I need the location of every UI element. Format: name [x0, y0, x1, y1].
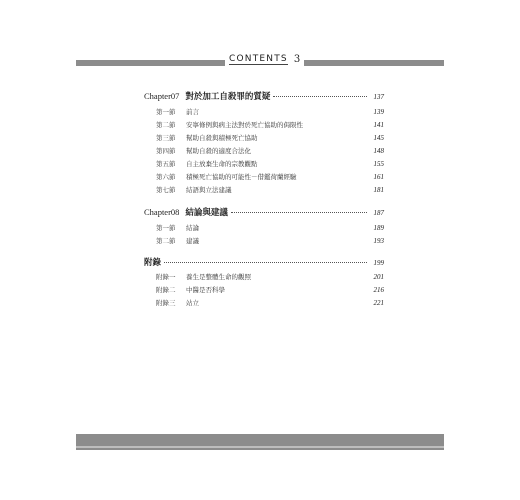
section-number: 第一節 [156, 224, 176, 232]
toc-chapter-07[interactable] [144, 90, 384, 102]
section-title: 幫助自殺的適度合法化 [186, 147, 251, 155]
section-number: 第二節 [156, 121, 176, 129]
section-title: 積極死亡協助的可能性－借鑑荷蘭經驗 [186, 173, 297, 181]
section-page: 148 [373, 147, 384, 155]
toc-section[interactable] [156, 159, 384, 171]
section-title: 前言 [186, 108, 199, 116]
chapter-number: Chapter07 [144, 91, 180, 101]
section-title: 建議 [186, 237, 199, 245]
section-page: 189 [373, 224, 384, 232]
chapter-page: 137 [373, 93, 384, 101]
footer-bar [76, 434, 444, 450]
section-title: 幫助自殺與積極死亡協助 [186, 134, 258, 142]
section-page: 193 [373, 237, 384, 245]
toc-section[interactable] [156, 223, 384, 235]
toc-appendix-item[interactable] [156, 272, 384, 284]
toc-section[interactable] [156, 133, 384, 145]
appendix-item-number: 附錄一 [156, 273, 176, 281]
contents-heading: CONTENTS [229, 53, 288, 64]
appendix-item-page: 221 [373, 299, 384, 307]
appendix-item-page: 201 [373, 273, 384, 281]
page-header [76, 52, 444, 66]
dot-leader [231, 212, 367, 213]
toc-section[interactable] [156, 107, 384, 119]
header-label [225, 52, 304, 66]
section-number: 第一節 [156, 108, 176, 116]
appendix-item-title: 站立 [186, 299, 199, 307]
section-number: 第三節 [156, 134, 176, 142]
toc-appendix[interactable] [144, 256, 384, 268]
chapter-page: 187 [373, 209, 384, 217]
dot-leader [164, 262, 367, 263]
section-number: 第五節 [156, 160, 176, 168]
appendix-item-page: 216 [373, 286, 384, 294]
toc-section[interactable] [156, 185, 384, 197]
appendix-item-title: 中醫是否科學 [186, 286, 225, 294]
appendix-item-number: 附錄三 [156, 299, 176, 307]
toc-appendix-item[interactable] [156, 298, 384, 310]
appendix-title: 附錄 [144, 258, 162, 268]
toc-section[interactable] [156, 236, 384, 248]
page-number: 3 [293, 53, 301, 65]
section-page: 141 [373, 121, 384, 129]
toc-appendix-item[interactable] [156, 285, 384, 297]
section-page: 155 [373, 160, 384, 168]
section-number: 第六節 [156, 173, 176, 181]
chapter-title: 結論與建議 [185, 208, 228, 218]
section-page: 181 [373, 186, 384, 194]
section-page: 161 [373, 173, 384, 181]
section-number: 第七節 [156, 186, 176, 194]
toc-section[interactable] [156, 146, 384, 158]
section-number: 第二節 [156, 237, 176, 245]
toc-section[interactable] [156, 172, 384, 184]
appendix-item-title: 養生是整體生命的觀照 [186, 273, 251, 281]
section-title: 結論 [186, 224, 199, 232]
chapter-title: 對於加工自殺罪的質疑 [185, 92, 271, 102]
appendix-item-number: 附錄二 [156, 286, 176, 294]
section-page: 139 [373, 108, 384, 116]
appendix-page: 199 [373, 259, 384, 267]
section-title: 結語與立法建議 [186, 186, 232, 194]
section-page: 145 [373, 134, 384, 142]
toc-section[interactable] [156, 120, 384, 132]
section-title: 自主放棄生命的宗教觀點 [186, 160, 258, 168]
section-number: 第四節 [156, 147, 176, 155]
section-title: 安寧條例與病主法對於死亡協助的侷限性 [186, 121, 303, 129]
chapter-number: Chapter08 [144, 207, 180, 217]
toc-chapter-08[interactable] [144, 206, 384, 218]
dot-leader [273, 96, 367, 97]
